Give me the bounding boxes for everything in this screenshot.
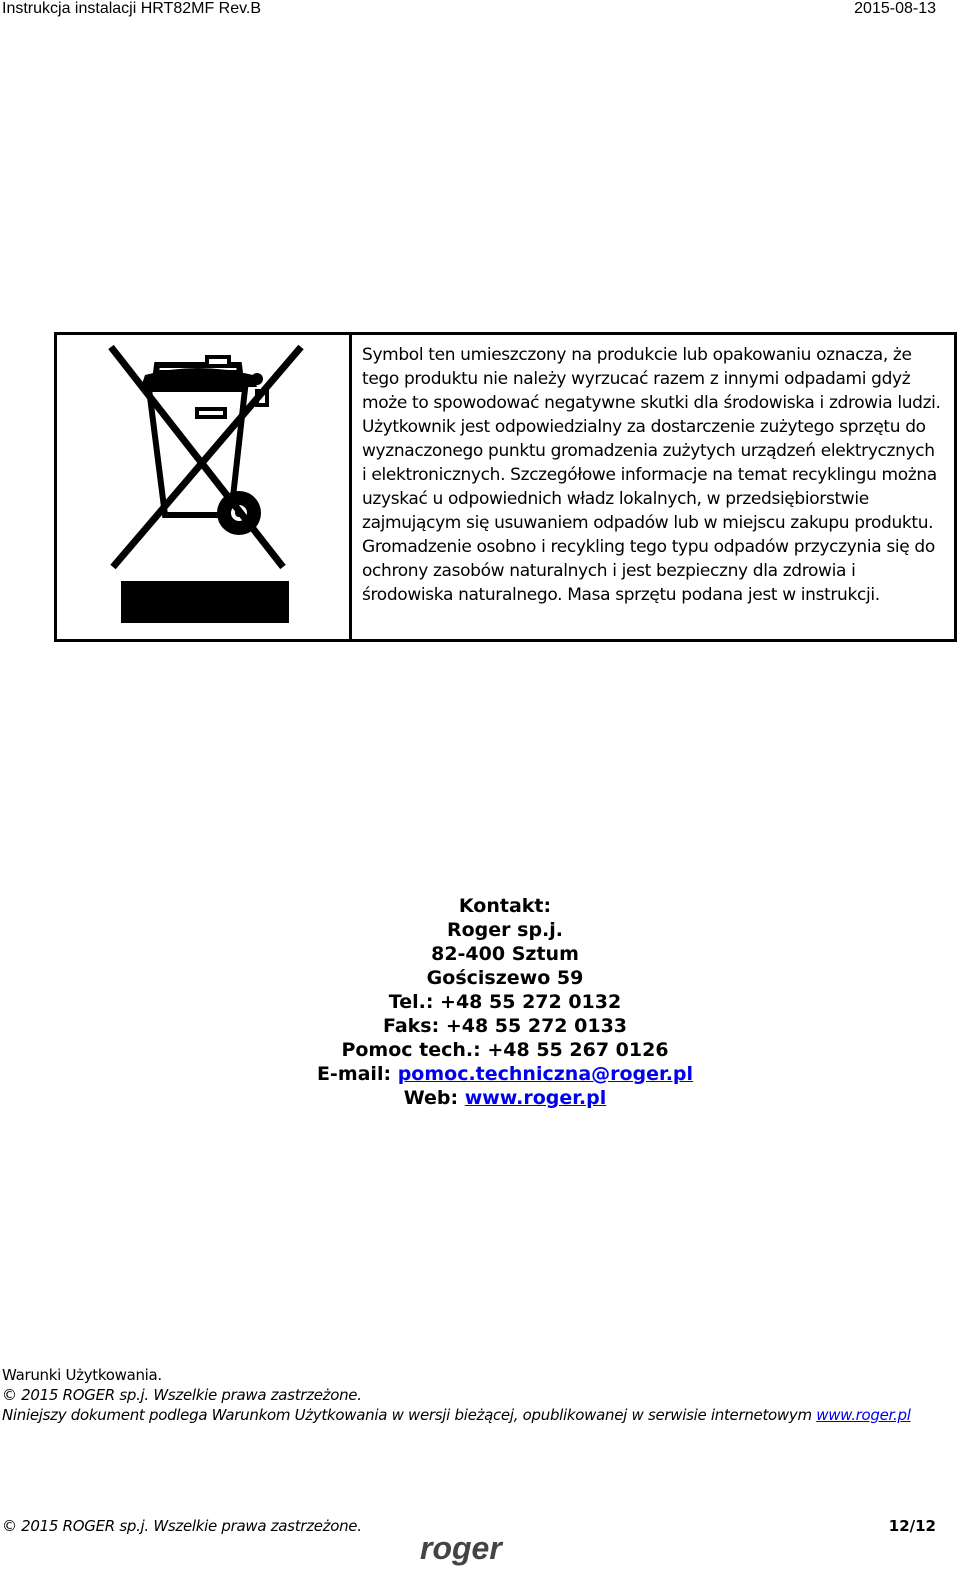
crossed-out-wheelie-bin-icon bbox=[57, 335, 349, 639]
terms-website-link[interactable]: www.roger.pl bbox=[816, 1406, 911, 1424]
weee-text-cell bbox=[352, 335, 954, 639]
page-header bbox=[0, 0, 960, 22]
contact-company: Roger sp.j. bbox=[446, 919, 563, 941]
terms-notice-line bbox=[2, 1405, 942, 1425]
email-label: E-mail: bbox=[316, 1063, 398, 1085]
roger-logo bbox=[416, 1529, 526, 1569]
weee-symbol-cell bbox=[57, 335, 352, 639]
weee-description: Symbol ten umieszczony na produkcie lub opakowaniu oznacza, że tego produktu nie należy wyrzucać razem z innymi odpadami gdyż może to spowodować negatywne skutki dla środowiska i zdrowia ludzi. Użytkownik jest odpowiedzialny za dostarczenie zużytego sprzętu do wyznaczonego punktu gromadzenia zużytych urządzeń elektrycznych i elektronicznych. Szczegółowe informacje na temat recyklingu można uzyskać u odpowiednich władz lokalnych, w przedsiębiorstwie zajmującym się usuwaniem odpadów lub w miejscu zakupu produktu. Gromadzenie osobno i recykling tego typu odpadów przyczynia się do ochrony zasobów naturalnych i jest bezpieczny dla zdrowia i środowiska naturalnego. Masa sprzętu podana jest w instrukcji. bbox=[362, 345, 941, 605]
terms-copyright: © 2015 ROGER sp.j. Wszelkie prawa zastrzeżone. bbox=[2, 1386, 362, 1404]
document-date: 2015-08-13 bbox=[854, 0, 936, 17]
contact-city: 82-400 Sztum bbox=[431, 943, 579, 965]
footer-copyright: © 2015 ROGER sp.j. Wszelkie prawa zastrzeżone. bbox=[2, 1517, 362, 1535]
contact-street: Gościszewo 59 bbox=[426, 967, 584, 989]
contact-block bbox=[230, 894, 780, 1110]
terms-of-use bbox=[2, 1365, 942, 1425]
terms-notice: Niniejszy dokument podlega Warunkom Użytkowania w wersji bieżącej, opublikowanej w serwisie internetowym bbox=[2, 1406, 817, 1424]
weee-notice-box bbox=[54, 332, 957, 642]
contact-phone: Tel.: +48 55 272 0132 bbox=[388, 991, 622, 1013]
roger-logo-text: roger bbox=[420, 1530, 502, 1566]
email-link[interactable]: pomoc.techniczna@roger.pl bbox=[397, 1063, 694, 1085]
contact-web-line bbox=[230, 1086, 780, 1110]
terms-heading: Warunki Użytkowania. bbox=[2, 1366, 162, 1384]
contact-email-line bbox=[230, 1062, 780, 1086]
page-number: 12/12 bbox=[888, 1517, 936, 1535]
web-label: Web: bbox=[403, 1087, 465, 1109]
document-title: Instrukcja instalacji HRT82MF Rev.B bbox=[2, 0, 262, 17]
contact-fax: Faks: +48 55 272 0133 bbox=[382, 1015, 628, 1037]
page-footer bbox=[0, 1515, 960, 1573]
contact-support-phone: Pomoc tech.: +48 55 267 0126 bbox=[341, 1039, 669, 1061]
contact-heading: Kontakt: bbox=[458, 895, 552, 917]
web-link[interactable]: www.roger.pl bbox=[464, 1087, 607, 1109]
